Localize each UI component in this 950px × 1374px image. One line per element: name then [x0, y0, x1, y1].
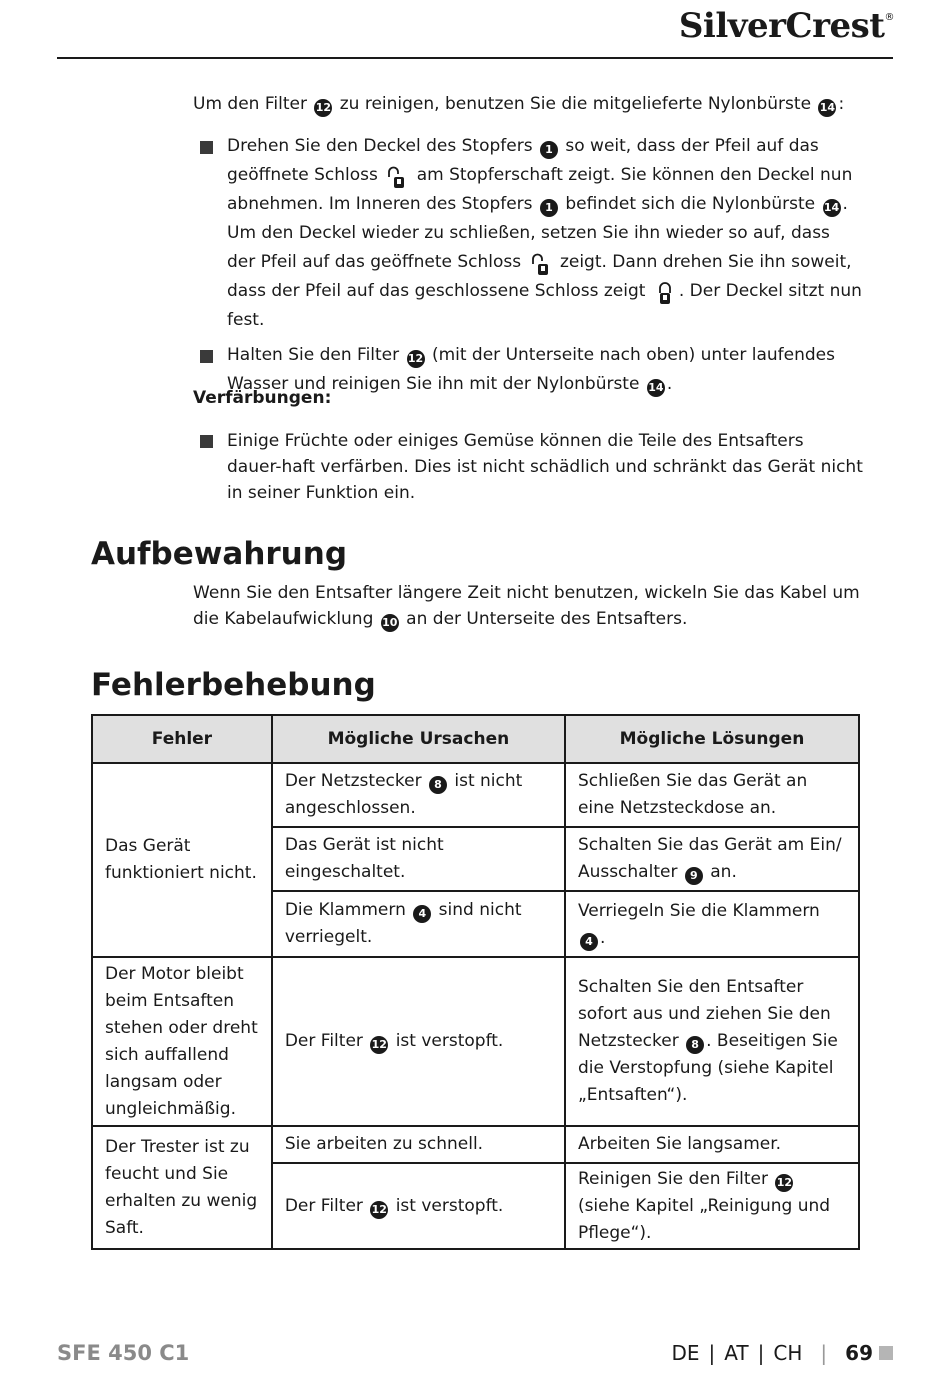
separator: |	[708, 1341, 716, 1365]
troubleshooting-table	[91, 714, 860, 1250]
brand-logo: SilverCrest®	[678, 6, 894, 46]
ref-number: 12	[407, 350, 425, 368]
country-code: CH	[773, 1341, 803, 1365]
ref-number: 12	[314, 99, 332, 117]
solution-cell: Arbeiten Sie langsamer.	[565, 1126, 859, 1163]
ref-number: 1	[540, 141, 558, 159]
ref-number: 4	[580, 933, 598, 951]
solution-cell: Schalten Sie den Entsafter sofort aus und ziehen Sie den Netzstecker 8 . Beseitigen Sie die Verstopfung (siehe Kapitel „Entsaften“).	[565, 957, 859, 1126]
fault-cell: Der Motor bleibt beim Entsaften stehen oder dreht sich auffallend langsam oder ungleichmäßig.	[92, 957, 272, 1126]
ref-number: 12	[370, 1201, 388, 1219]
open-lock-icon	[386, 166, 408, 188]
solution-cell: Schließen Sie das Gerät an eine Netzsteckdose an.	[565, 763, 859, 827]
cause-cell: Das Gerät ist nicht eingeschaltet.	[272, 827, 565, 891]
table-row	[92, 1126, 859, 1163]
discoloration-list	[193, 428, 863, 506]
filter-intro: Um den Filter 12 zu reinigen, benutzen Sie die mitgelieferte Nylonbürste 14 :	[193, 90, 865, 118]
bullet-square-icon	[200, 350, 213, 363]
column-header: Mögliche Ursachen	[272, 715, 565, 763]
list-item: Drehen Sie den Deckel des Stopfers 1 so weit, dass der Pfeil auf das geöffnete Schloss am Stopferschaft zeigt. Sie können den Deckel nun abnehmen. Im Inneren des Stopfers 1 befindet sich die Nylonbürste 14 . Um den Deckel wieder zu schließen, setzen Sie ihn wieder so auf, dass der Pfeil auf das geöffnete Schloss zeigt. Dann drehen Sie ihn soweit, dass der Pfeil auf das geschlossene Schloss zeigt . Der Deckel sitzt nun fest.	[193, 132, 863, 335]
ref-number: 8	[429, 776, 447, 794]
ref-number: 14	[818, 99, 836, 117]
table-row	[92, 957, 859, 1126]
ref-number: 12	[775, 1174, 793, 1192]
ref-number: 9	[685, 867, 703, 885]
list-item: Halten Sie den Filter 12 (mit der Unterseite nach oben) unter laufendes Wasser und reinigen Sie ihn mit der Nylonbürste 14 .	[193, 341, 863, 399]
separator: |	[757, 1341, 765, 1365]
ref-number: 14	[647, 379, 665, 397]
column-header: Fehler	[92, 715, 272, 763]
fault-cell: Der Trester ist zu feucht und Sie erhalten zu wenig Saft.	[92, 1126, 272, 1249]
header-rule	[57, 57, 893, 59]
bullet-square-icon	[200, 141, 213, 154]
solution-cell: Verriegeln Sie die Klammern 4 .	[565, 891, 859, 957]
open-lock-icon	[530, 253, 552, 275]
separator: |	[820, 1341, 828, 1365]
troubleshooting-heading: Fehlerbehebung	[91, 667, 376, 703]
ref-number: 12	[370, 1036, 388, 1054]
page-marker-icon	[879, 1346, 893, 1360]
footer-pagination	[671, 1341, 893, 1365]
ref-number: 14	[823, 199, 841, 217]
column-header: Mögliche Lösungen	[565, 715, 859, 763]
country-code: DE	[671, 1341, 700, 1365]
ref-number: 1	[540, 199, 558, 217]
page-number: 69	[845, 1341, 873, 1365]
cause-cell: Der Netzstecker 8 ist nicht angeschlossen.	[272, 763, 565, 827]
ref-number: 10	[381, 614, 399, 632]
table-header-row	[92, 715, 859, 763]
cause-cell: Sie arbeiten zu schnell.	[272, 1126, 565, 1163]
cause-cell: Die Klammern 4 sind nicht verriegelt.	[272, 891, 565, 957]
list-item: Einige Früchte oder einiges Gemüse können die Teile des Entsafters dauer-haft verfärben. Dies ist nicht schädlich und schränkt das Gerät nicht in seiner Funktion ein.	[193, 428, 863, 506]
discoloration-heading: Verfärbungen:	[193, 388, 332, 408]
bullet-square-icon	[200, 435, 213, 448]
table-row	[92, 763, 859, 827]
ref-number: 8	[686, 1036, 704, 1054]
ref-number: 4	[413, 905, 431, 923]
fault-cell: Das Gerät funktioniert nicht.	[92, 763, 272, 957]
solution-cell: Reinigen Sie den Filter 12 (siehe Kapitel „Reinigung und Pflege“).	[565, 1163, 859, 1249]
cleaning-steps	[193, 132, 863, 399]
solution-cell: Schalten Sie das Gerät am Ein/ Ausschalter 9 an.	[565, 827, 859, 891]
closed-lock-icon	[654, 282, 676, 304]
cause-cell: Der Filter 12 ist verstopft.	[272, 1163, 565, 1249]
storage-heading: Aufbewahrung	[91, 536, 348, 572]
country-code: AT	[724, 1341, 749, 1365]
cause-cell: Der Filter 12 ist verstopft.	[272, 957, 565, 1126]
model-number: SFE 450 C1	[57, 1341, 190, 1365]
storage-text: Wenn Sie den Entsafter längere Zeit nicht benutzen, wickeln Sie das Kabel um die Kabelaufwicklung 10 an der Unterseite des Entsafters.	[193, 580, 865, 632]
